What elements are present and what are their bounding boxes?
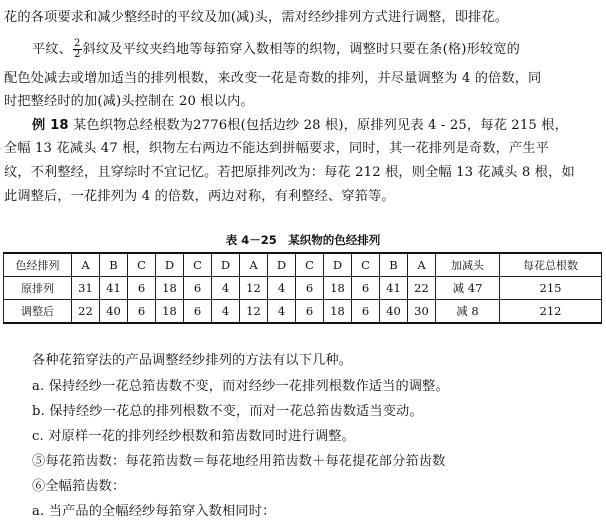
text-line-1: 花的各项要求和减少整经时的平纹及加(减)头，需对经纱排列方式进行调整，即排花。 <box>4 10 509 25</box>
example-label: 例 18 <box>32 118 69 133</box>
table-cell: 6 <box>184 277 212 300</box>
header-cell: 每花总根数 <box>500 253 602 277</box>
p1-l1-rest: 斜纹及平纹夹绉地等每筘穿入数相等的织物，调整时只要在条(格)形较宽的 <box>82 42 520 57</box>
table-cell: 41 <box>380 277 408 300</box>
table-cell: 212 <box>500 300 602 324</box>
table-cell: 215 <box>500 277 602 300</box>
p1-l1-prefix: 平纹、 <box>32 42 73 57</box>
table-cell: 4 <box>268 277 296 300</box>
example-line-4: 此调整后，一花排列为 4 的倍数，两边对称，有利整经、穿筘等。 <box>4 189 395 204</box>
fraction-numerator: 2 <box>74 38 81 49</box>
table-cell: 减 8 <box>436 300 500 324</box>
table-cell: 12 <box>240 277 268 300</box>
method-b: b. 保持经纱一花总的排列根数不变，而对一花总筘齿数适当变动。 <box>32 404 423 419</box>
table-cell: 30 <box>408 300 436 324</box>
header-cell: D <box>156 253 184 277</box>
table-row <box>4 277 602 300</box>
paragraph-1-line-2: 配色处减去或增加适当的排列根数，来改变一花是奇数的排列，并尽量调整为 4 的倍数，同 <box>4 71 542 86</box>
table-cell: 4 <box>212 300 240 324</box>
header-cell: D <box>212 253 240 277</box>
method-c: c. 对原样一花的排列经纱根数和筘齿数同时进行调整。 <box>32 429 355 444</box>
table-header-row <box>4 253 602 277</box>
header-cell: B <box>100 253 128 277</box>
table-cell: 6 <box>296 277 324 300</box>
paragraph-1-line-1 <box>32 38 520 60</box>
table-cell: 22 <box>72 300 100 324</box>
example-line-2: 全幅 13 花减头 47 根，织物左右两边不能达到拼幅要求，同时，其一花排列是奇数，产生平 <box>4 141 550 156</box>
header-cell: C <box>128 253 156 277</box>
table-cell: 18 <box>156 277 184 300</box>
full-width-reed-dents: ⑥全幅筘齿数： <box>32 479 126 494</box>
table-cell: 6 <box>352 277 380 300</box>
table-cell: 18 <box>324 300 352 324</box>
table-cell: 4 <box>268 300 296 324</box>
table-cell: 40 <box>100 300 128 324</box>
table-cell: 6 <box>128 277 156 300</box>
table-cell: 原排列 <box>4 277 72 300</box>
header-cell: C <box>352 253 380 277</box>
table-cell: 调整后 <box>4 300 72 324</box>
case-a-line: a. 当产品的全幅经纱每筘穿入数相同时： <box>32 504 276 519</box>
header-cell: A <box>408 253 436 277</box>
reed-dents-per-repeat: ⑤每花筘齿数：每花筘齿数＝每花地经用筘齿数＋每花提花部分筘齿数 <box>32 454 446 469</box>
table-cell: 6 <box>128 300 156 324</box>
header-cell: B <box>380 253 408 277</box>
table-cell: 12 <box>240 300 268 324</box>
table-cell: 31 <box>72 277 100 300</box>
twill-fraction <box>73 39 82 60</box>
table-cell: 6 <box>296 300 324 324</box>
paragraph-1-line-3: 时把整经时的加(减)头控制在 20 根以内。 <box>4 94 254 109</box>
header-cell: D <box>268 253 296 277</box>
table-cell: 18 <box>156 300 184 324</box>
table-caption: 表 4－25 某织物的色经排列 <box>225 233 381 247</box>
warp-color-table <box>3 252 602 324</box>
example-line-3: 纹，不利整经，且穿综时不宜记忆。若把原排列改为：每花 212 根，则全幅 13 花减头 8 根，如 <box>4 165 575 180</box>
table-cell: 40 <box>380 300 408 324</box>
header-cell: A <box>72 253 100 277</box>
method-a: a. 保持经纱一花总筘齿数不变，而对经纱一花排列根数作适当的调整。 <box>32 379 449 394</box>
table-cell: 6 <box>184 300 212 324</box>
example-line-1 <box>32 114 568 133</box>
header-cell: A <box>240 253 268 277</box>
table-cell: 4 <box>212 277 240 300</box>
header-cell: 色经排列 <box>4 253 72 277</box>
header-cell: C <box>296 253 324 277</box>
table-cell: 18 <box>324 277 352 300</box>
example-line-1-text: 某色织物总经根数为2776根(包括边纱 28 根)，原排列见表 4 - 25，每花 215 根， <box>73 118 568 133</box>
header-cell: D <box>324 253 352 277</box>
methods-intro: 各种花筘穿法的产品调整经纱排列的方法有以下几种。 <box>32 353 353 368</box>
header-cell: C <box>184 253 212 277</box>
table-row <box>4 300 602 324</box>
table-cell: 减 47 <box>436 277 500 300</box>
table-cell: 41 <box>100 277 128 300</box>
header-cell: 加减头 <box>436 253 500 277</box>
table-cell: 6 <box>352 300 380 324</box>
table-cell: 22 <box>408 277 436 300</box>
fraction-denominator: 2 <box>74 49 81 60</box>
